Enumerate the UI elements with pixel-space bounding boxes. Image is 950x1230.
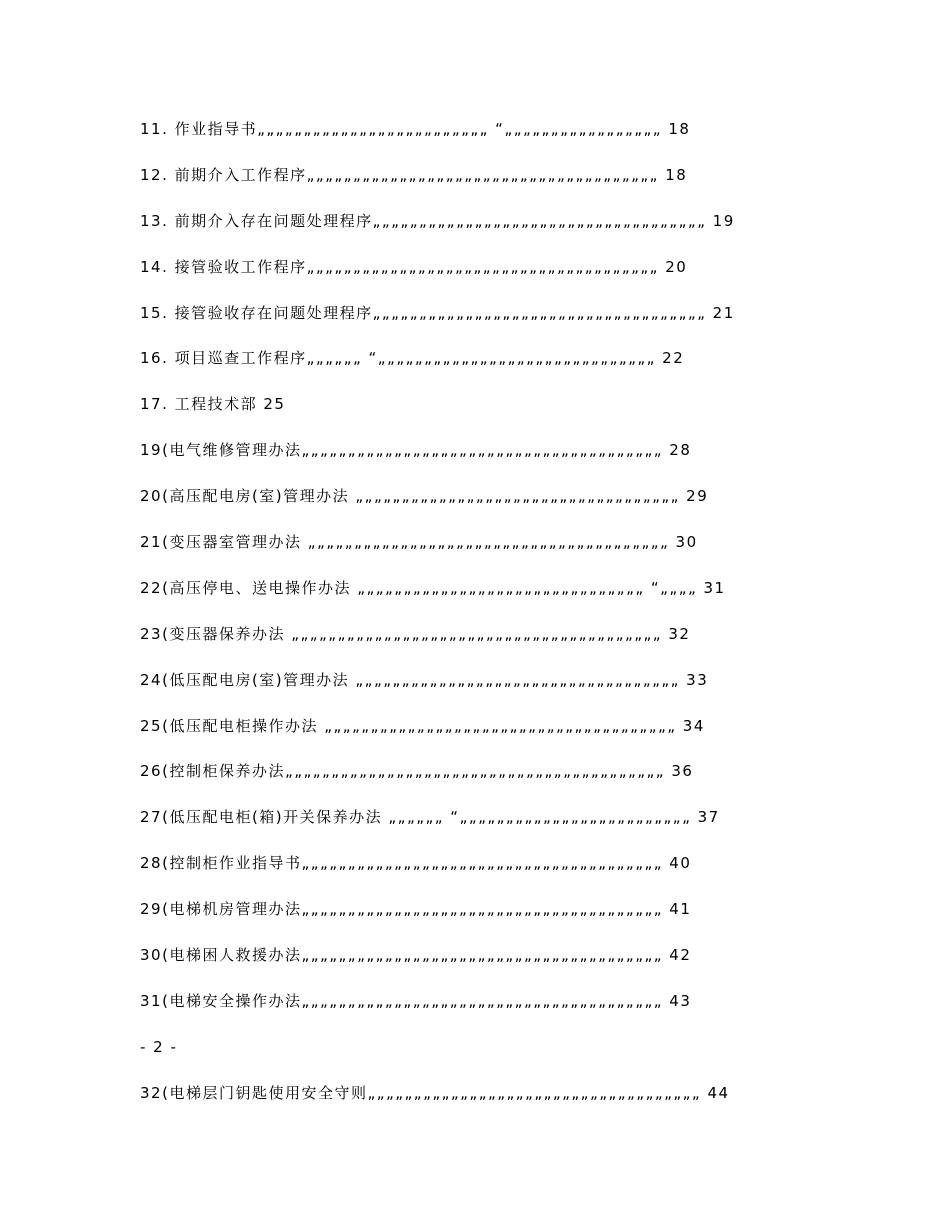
toc-entry: 26(控制柜保养办法„„„„„„„„„„„„„„„„„„„„„„„„„„„„„„„„„„„„„„„„„ 36 xyxy=(140,762,694,781)
table-of-contents xyxy=(140,117,930,1127)
toc-entry: 29(电梯机房管理办法„„„„„„„„„„„„„„„„„„„„„„„„„„„„„„„„„„„„„„„ 41 xyxy=(140,900,692,919)
toc-entry: 32(电梯层门钥匙使用安全守则„„„„„„„„„„„„„„„„„„„„„„„„„„„„„„„„„„„„ 44 xyxy=(140,1083,730,1102)
toc-entry: 31(电梯安全操作办法„„„„„„„„„„„„„„„„„„„„„„„„„„„„„„„„„„„„„„„ 43 xyxy=(140,991,692,1010)
toc-entry: 30(电梯困人救援办法„„„„„„„„„„„„„„„„„„„„„„„„„„„„„„„„„„„„„„„ 42 xyxy=(140,946,692,965)
toc-entry: 19(电气维修管理办法„„„„„„„„„„„„„„„„„„„„„„„„„„„„„„„„„„„„„„„ 28 xyxy=(140,441,692,460)
toc-entry: 27(低压配电柜(箱)开关保养办法 „„„„„„ “„„„„„„„„„„„„„„„„„„„„„„„„„ 37 xyxy=(140,808,720,827)
toc-entry: 24(低压配电房(室)管理办法 „„„„„„„„„„„„„„„„„„„„„„„„„„„„„„„„„„„ 33 xyxy=(140,670,709,689)
toc-entry: 21(变压器室管理办法 „„„„„„„„„„„„„„„„„„„„„„„„„„„„„„„„„„„„„„„ 30 xyxy=(140,533,698,552)
toc-entry: 17. 工程技术部 25 xyxy=(140,395,286,414)
toc-entry: 12. 前期介入工作程序„„„„„„„„„„„„„„„„„„„„„„„„„„„„„„„„„„„„„„ 18 xyxy=(140,165,688,184)
toc-entry: 25(低压配电柜操作办法 „„„„„„„„„„„„„„„„„„„„„„„„„„„„„„„„„„„„„„ 34 xyxy=(140,716,705,735)
toc-entry: 15. 接管验收存在问题处理程序„„„„„„„„„„„„„„„„„„„„„„„„„„„„„„„„„„„„ 21 xyxy=(140,303,735,322)
toc-entry: 23(变压器保养办法 „„„„„„„„„„„„„„„„„„„„„„„„„„„„„„„„„„„„„„„„ 32 xyxy=(140,624,691,643)
toc-entry: 28(控制柜作业指导书„„„„„„„„„„„„„„„„„„„„„„„„„„„„„„„„„„„„„„„ 40 xyxy=(140,854,692,873)
toc-entry: 20(高压配电房(室)管理办法 „„„„„„„„„„„„„„„„„„„„„„„„„„„„„„„„„„„ 29 xyxy=(140,487,709,506)
toc-entry: 13. 前期介入存在问题处理程序„„„„„„„„„„„„„„„„„„„„„„„„„„„„„„„„„„„„ 19 xyxy=(140,211,735,230)
toc-entry: 22(高压停电、送电操作办法 „„„„„„„„„„„„„„„„„„„„„„„„„„„„„„„ “„„„„ 31 xyxy=(140,578,726,597)
toc-entry: 16. 项目巡查工作程序„„„„„„ “„„„„„„„„„„„„„„„„„„„„„„„„„„„„„„ 22 xyxy=(140,349,685,368)
toc-entry: 11. 作业指导书„„„„„„„„„„„„„„„„„„„„„„„„„ “„„„„„„„„„„„„„„„„„ 18 xyxy=(140,120,691,138)
page-number: - 2 - xyxy=(140,1037,178,1056)
toc-entry: 14. 接管验收工作程序„„„„„„„„„„„„„„„„„„„„„„„„„„„„„„„„„„„„„„ 20 xyxy=(140,257,688,276)
